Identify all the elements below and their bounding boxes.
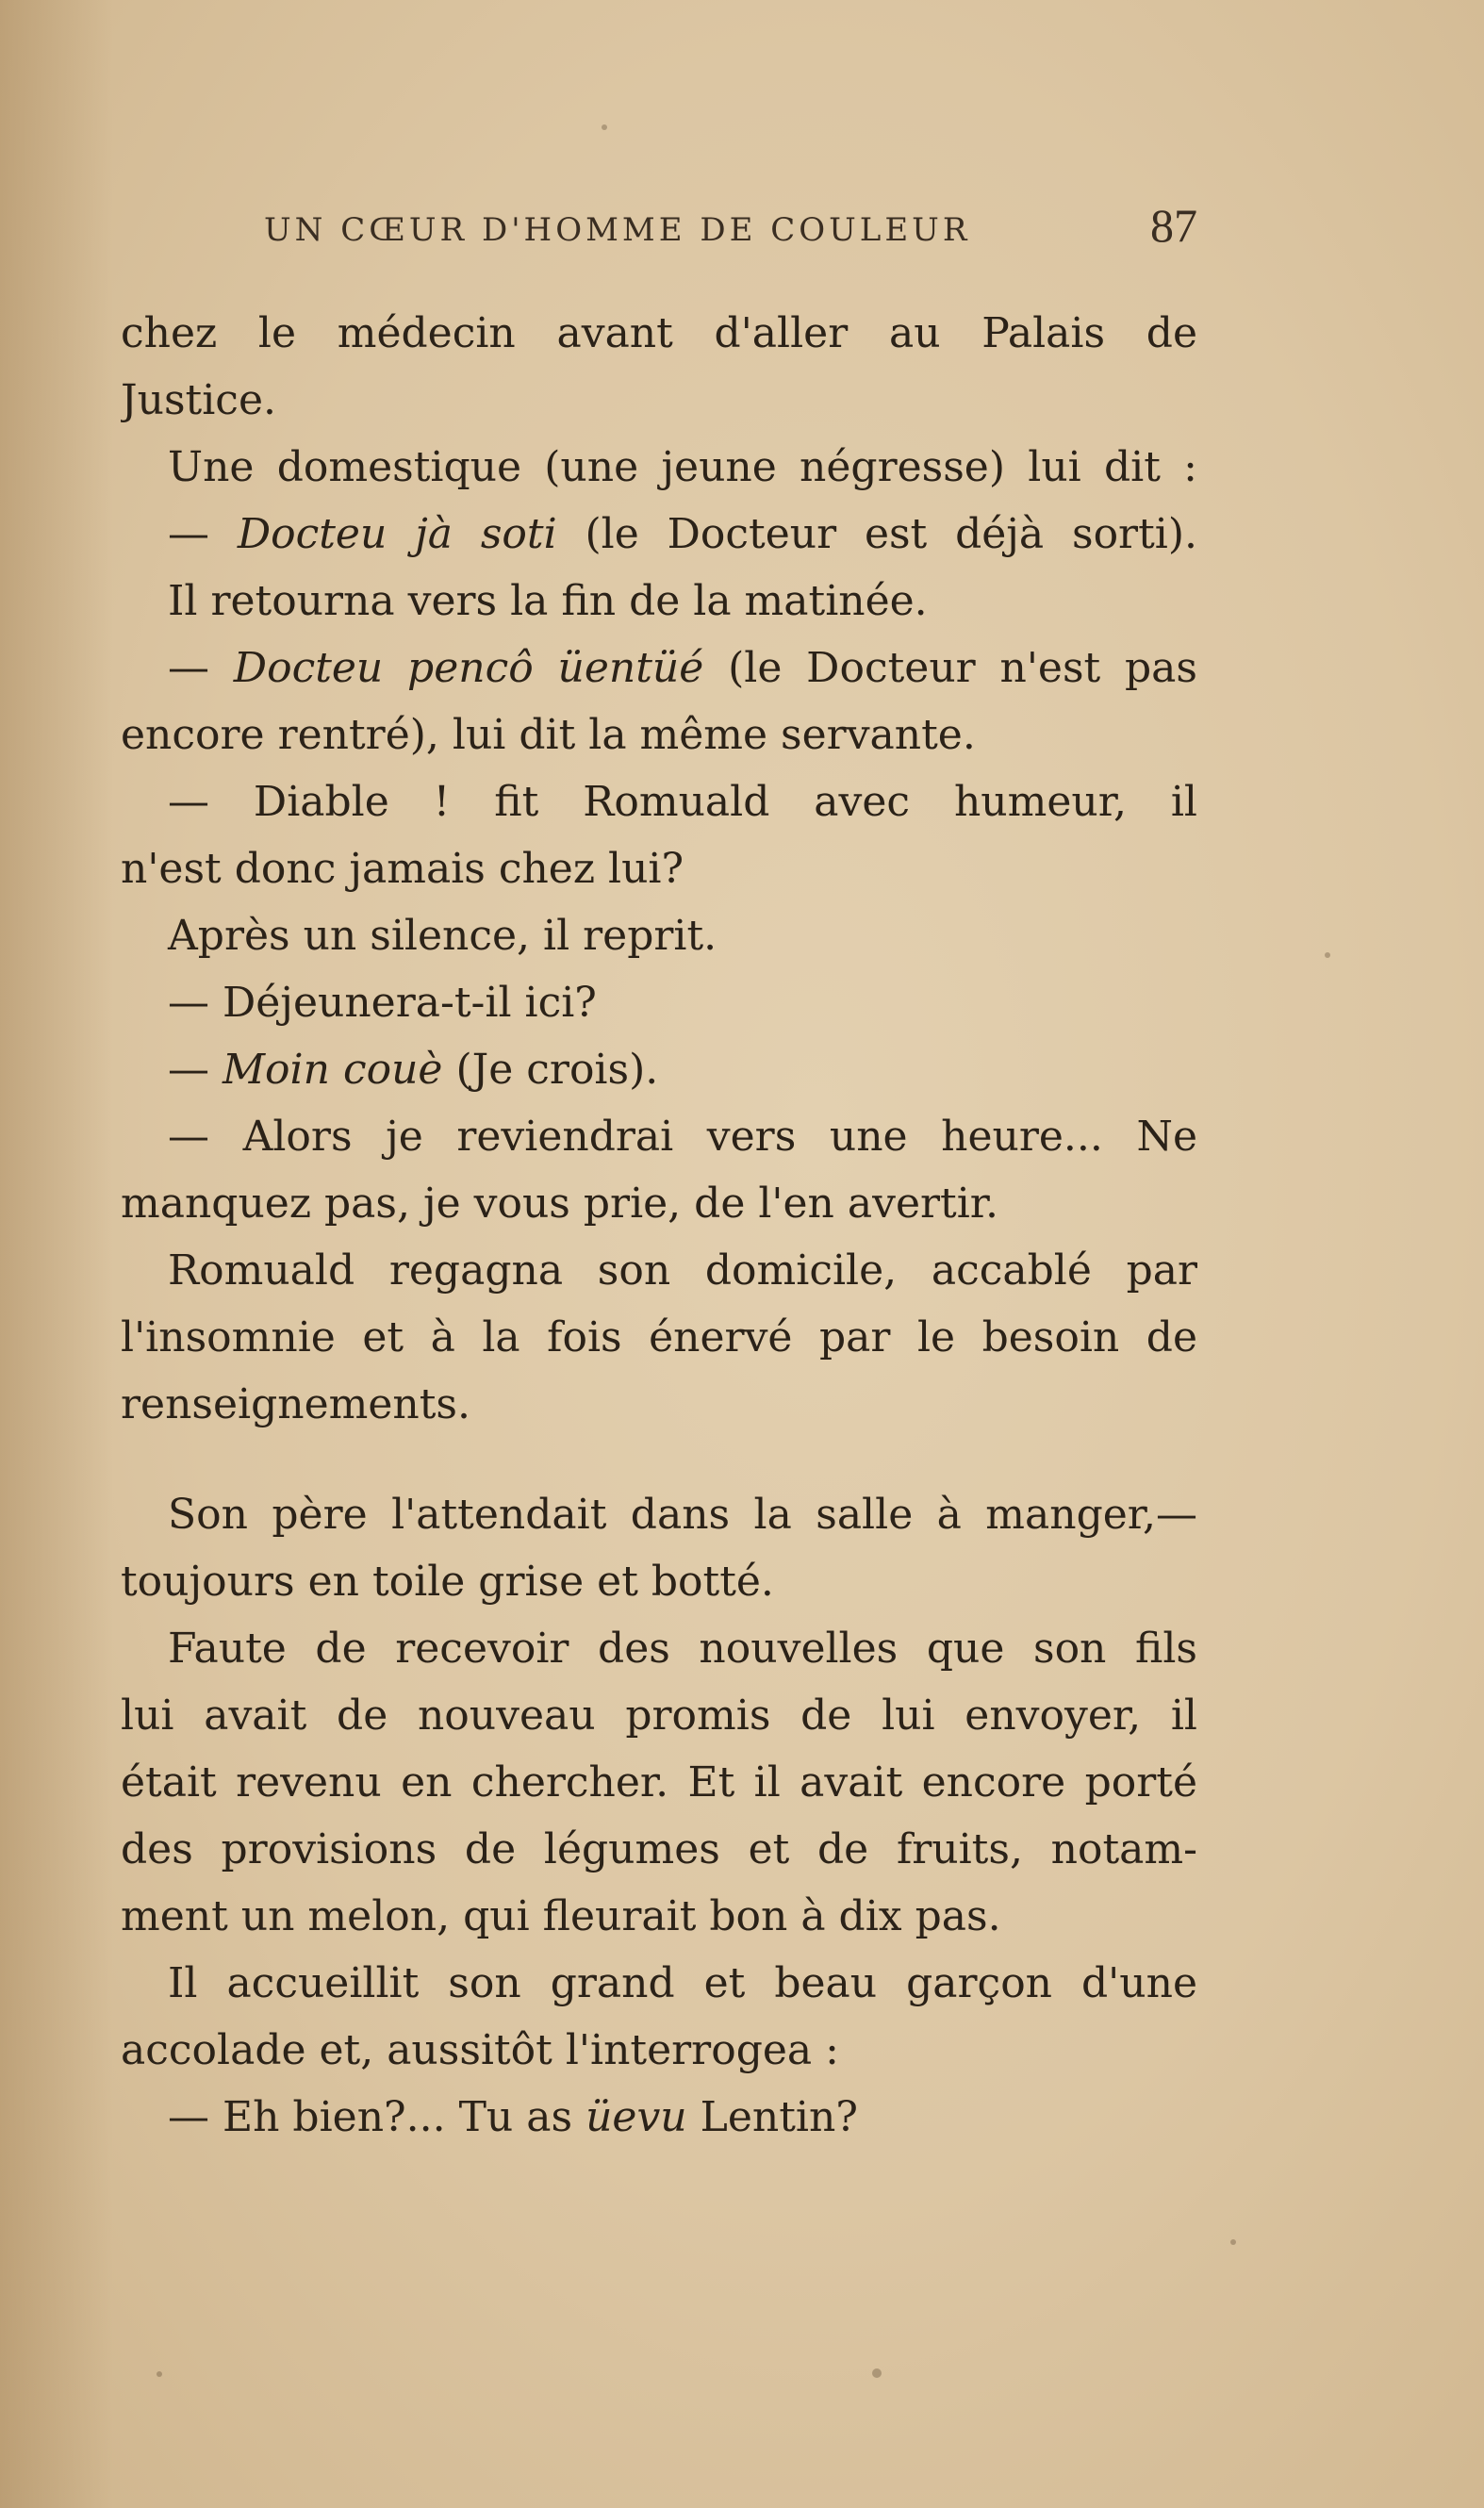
text-line: Justice. [121,376,276,424]
paper-speck [1325,952,1330,958]
text-line: renseignements. [121,1380,470,1428]
text-line: — Eh bien?... Tu as üevu Lentin? [168,2093,858,2141]
text-line: lui avait de nouveau promis de lui envoyer, il [121,1691,1197,1740]
body-text [121,300,1197,2151]
page-header [264,198,1197,255]
paper-speck [872,2368,882,2378]
page-number: 87 [1150,199,1197,252]
text-line: ment un melon, qui fleurait bon à dix pas. [121,1892,1001,1940]
text-line: toujours en toile grise et botté. [121,1558,774,1606]
text-line: — Docteu pencô üentüé (le Docteur n'est pas [168,644,1197,692]
page-edge-shade [0,0,113,2508]
text-line: Son père l'attendait dans la salle à manger,— [168,1491,1197,1539]
text-line: Après un silence, il reprit. [168,912,717,960]
text-line: des provisions de légumes et de fruits, notam- [121,1825,1197,1873]
paper-speck [602,124,607,130]
text-line: était revenu en chercher. Et il avait encore porté [121,1758,1197,1807]
text-line: Romuald regagna son domicile, accablé par [168,1246,1197,1295]
text-line: manquez pas, je vous prie, de l'en avertir. [121,1180,998,1228]
text-line: chez le médecin avant d'aller au Palais de [121,309,1197,357]
text-line: — Docteu jà soti (le Docteur est déjà sorti). [168,510,1197,558]
text-line: l'insomnie et à la fois énervé par le besoin de [121,1313,1197,1361]
text-line: — Diable ! fit Romuald avec humeur, il [168,778,1197,826]
paper-speck [1230,2239,1236,2245]
text-line: — Moin couè (Je crois). [168,1046,659,1094]
running-head: UN CŒUR D'HOMME DE COULEUR [264,211,971,249]
text-line: n'est donc jamais chez lui? [121,845,684,893]
text-line: Il retourna vers la fin de la matinée. [168,577,928,625]
text-line: Il accueillit son grand et beau garçon d'une [168,1959,1197,2007]
text-line: encore rentré), lui dit la même servante. [121,711,976,759]
text-line: Une domestique (une jeune négresse) lui dit : [168,443,1197,491]
text-line: Faute de recevoir des nouvelles que son fils [168,1625,1197,1673]
text-line: — Déjeunera-t-il ici? [168,979,597,1027]
paper-speck [157,2371,162,2377]
text-line: — Alors je reviendrai vers une heure... Ne [168,1113,1197,1161]
text-line: accolade et, aussitôt l'interrogea : [121,2026,839,2074]
